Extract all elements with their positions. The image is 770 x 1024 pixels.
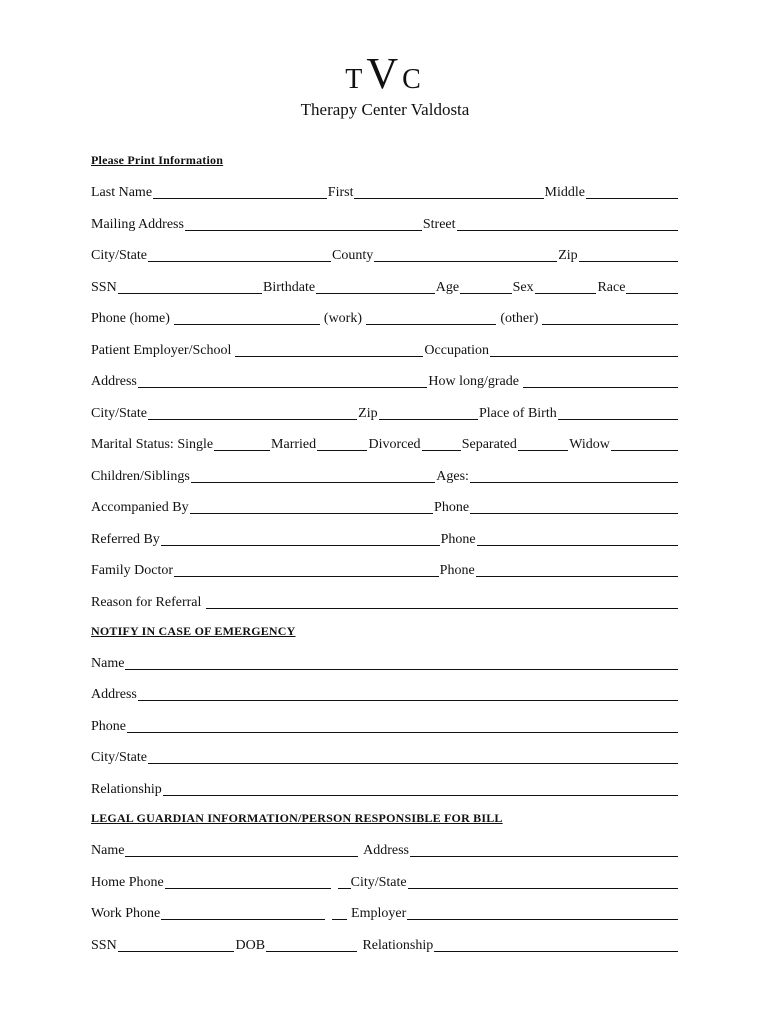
label-last-name: Last Name [91, 185, 153, 200]
section-title-emergency: NOTIFY IN CASE OF EMERGENCY [91, 624, 296, 638]
field-county[interactable] [374, 247, 557, 262]
label-zip: Zip [558, 248, 578, 263]
field-ssn[interactable] [118, 279, 262, 294]
field-accompanied-phone[interactable] [470, 499, 678, 514]
label-guardian-home-phone: Home Phone [91, 875, 164, 890]
label-employer-school: Patient Employer/School [91, 343, 232, 358]
field-guardian-ssn[interactable] [118, 937, 235, 952]
field-first-name[interactable] [354, 184, 543, 199]
field-divorced[interactable] [422, 436, 461, 451]
field-guardian-employer[interactable] [407, 905, 678, 920]
field-phone-home[interactable] [174, 310, 320, 325]
row-employer-address [91, 370, 679, 390]
label-family-doctor: Family Doctor [91, 563, 174, 578]
row-emergency-phone [91, 715, 679, 735]
field-doctor-phone[interactable] [476, 562, 678, 577]
label-widow: Widow [569, 437, 610, 452]
row-guardian-home-phone [91, 871, 679, 891]
field-ages[interactable] [470, 468, 678, 483]
label-marital-single: Marital Status: Single [91, 437, 214, 452]
field-family-doctor[interactable] [174, 562, 439, 577]
label-guardian-ssn: SSN [91, 938, 117, 953]
field-separated[interactable] [518, 436, 568, 451]
field-guardian-home-phone[interactable] [165, 874, 331, 889]
field-children-siblings[interactable] [191, 468, 435, 483]
row-emergency-relationship [91, 778, 679, 798]
row-guardian-ssn [91, 934, 679, 954]
field-how-long-grade[interactable] [523, 373, 678, 388]
field-reason-for-referral[interactable] [206, 594, 678, 609]
row-accompanied-by [91, 496, 679, 516]
label-accompanied-by: Accompanied By [91, 500, 189, 515]
row-ssn-birthdate [91, 276, 679, 296]
field-street[interactable] [457, 216, 678, 231]
logo-letter-t: T [345, 64, 367, 95]
field-city-state-2[interactable] [148, 405, 357, 420]
field-city-state[interactable] [148, 247, 331, 262]
label-birthdate: Birthdate [263, 280, 316, 295]
field-guardian-dob[interactable] [266, 937, 357, 952]
row-city-state [91, 244, 679, 264]
row-guardian-name [91, 839, 679, 859]
field-guardian-work-phone[interactable] [161, 905, 324, 920]
row-name [91, 181, 679, 201]
practice-name: Therapy Center Valdosta [300, 100, 470, 119]
label-emergency-relationship: Relationship [91, 782, 162, 797]
label-occupation: Occupation [424, 343, 489, 358]
field-referred-phone[interactable] [477, 531, 678, 546]
field-guardian-home-phone-ext[interactable] [338, 874, 350, 889]
label-phone-3: Phone [439, 563, 475, 578]
field-emergency-address[interactable] [138, 686, 678, 701]
row-referred-by [91, 528, 679, 548]
field-employer-address[interactable] [138, 373, 427, 388]
row-emergency-city-state [91, 746, 679, 766]
label-guardian-address: Address [363, 843, 409, 858]
label-children-siblings: Children/Siblings [91, 469, 190, 484]
label-emergency-name: Name [91, 656, 125, 671]
label-emergency-address: Address [91, 687, 137, 702]
label-phone-home: Phone (home) [91, 311, 170, 326]
row-emergency-name [91, 652, 679, 672]
label-phone-work: (work) [323, 311, 363, 326]
field-widow[interactable] [611, 436, 678, 451]
field-phone-work[interactable] [366, 310, 496, 325]
field-age[interactable] [460, 279, 512, 294]
label-mailing-address: Mailing Address [91, 217, 184, 232]
label-phone: Phone [434, 500, 470, 515]
label-reason-for-referral: Reason for Referral [91, 595, 202, 610]
field-employer-school[interactable] [235, 342, 423, 357]
label-zip-2: Zip [358, 406, 378, 421]
row-marital-status [91, 433, 679, 453]
logo-letter-v: V [366, 49, 403, 98]
field-guardian-name[interactable] [125, 842, 358, 857]
field-phone-other[interactable] [542, 310, 678, 325]
label-guardian-work-phone: Work Phone [91, 906, 161, 921]
row-family-doctor [91, 559, 679, 579]
label-referred-by: Referred By [91, 532, 160, 547]
field-race[interactable] [626, 279, 678, 294]
field-accompanied-by[interactable] [190, 499, 433, 514]
row-mailing-address [91, 213, 679, 233]
section-title-guardian: LEGAL GUARDIAN INFORMATION/PERSON RESPONSIBLE FOR BILL [91, 811, 503, 825]
field-guardian-city-state[interactable] [408, 874, 678, 889]
label-middle: Middle [544, 185, 585, 200]
row-emergency-address [91, 683, 679, 703]
row-reason-for-referral [91, 591, 679, 611]
field-middle-name[interactable] [586, 184, 678, 199]
label-guardian-relationship: Relationship [362, 938, 434, 953]
field-sex[interactable] [535, 279, 597, 294]
label-divorced: Divorced [368, 437, 421, 452]
field-last-name[interactable] [153, 184, 327, 199]
label-phone-2: Phone [440, 532, 476, 547]
label-guardian-name: Name [91, 843, 125, 858]
field-guardian-address[interactable] [410, 842, 678, 857]
field-emergency-relationship[interactable] [163, 781, 678, 796]
row-children [91, 465, 679, 485]
row-guardian-work-phone [91, 902, 679, 922]
label-how-long-grade: How long/grade [428, 374, 519, 389]
field-emergency-city-state[interactable] [148, 749, 678, 764]
logo-letter-c: C [402, 64, 425, 95]
label-place-of-birth: Place of Birth [478, 406, 557, 421]
label-guardian-employer: Employer [351, 906, 407, 921]
field-mailing-address[interactable] [185, 216, 422, 231]
label-age: Age [435, 280, 460, 295]
row-phones [91, 307, 679, 327]
label-sex: Sex [512, 280, 534, 295]
label-guardian-dob: DOB [235, 938, 266, 953]
row-city-zip-birthplace [91, 402, 679, 422]
field-referred-by[interactable] [161, 531, 440, 546]
field-zip-2[interactable] [379, 405, 478, 420]
field-emergency-phone[interactable] [127, 718, 678, 733]
label-married: Married [271, 437, 317, 452]
section-title-patient: Please Print Information [91, 153, 224, 167]
label-ssn: SSN [91, 280, 117, 295]
label-first: First [327, 185, 354, 200]
label-race: Race [597, 280, 626, 295]
label-street: Street [422, 217, 456, 232]
label-guardian-city-state: City/State [350, 875, 407, 890]
field-marital-single[interactable] [214, 436, 270, 451]
label-separated: Separated [461, 437, 517, 452]
row-employer [91, 339, 679, 359]
field-married[interactable] [317, 436, 367, 451]
label-emergency-phone: Phone [91, 719, 126, 734]
field-emergency-name[interactable] [125, 655, 678, 670]
field-guardian-relationship[interactable] [434, 937, 678, 952]
field-zip[interactable] [579, 247, 678, 262]
label-city-state-2: City/State [91, 406, 147, 421]
label-county: County [331, 248, 374, 263]
label-emergency-city-state: City/State [91, 750, 147, 765]
field-guardian-work-phone-ext[interactable] [332, 905, 347, 920]
label-city-state: City/State [91, 248, 147, 263]
field-birthdate[interactable] [316, 279, 435, 294]
label-address: Address [91, 374, 137, 389]
label-phone-other: (other) [500, 311, 539, 326]
field-place-of-birth[interactable] [558, 405, 678, 420]
field-occupation[interactable] [490, 342, 678, 357]
tvc-logo [0, 49, 770, 98]
label-ages: Ages: [436, 469, 469, 484]
